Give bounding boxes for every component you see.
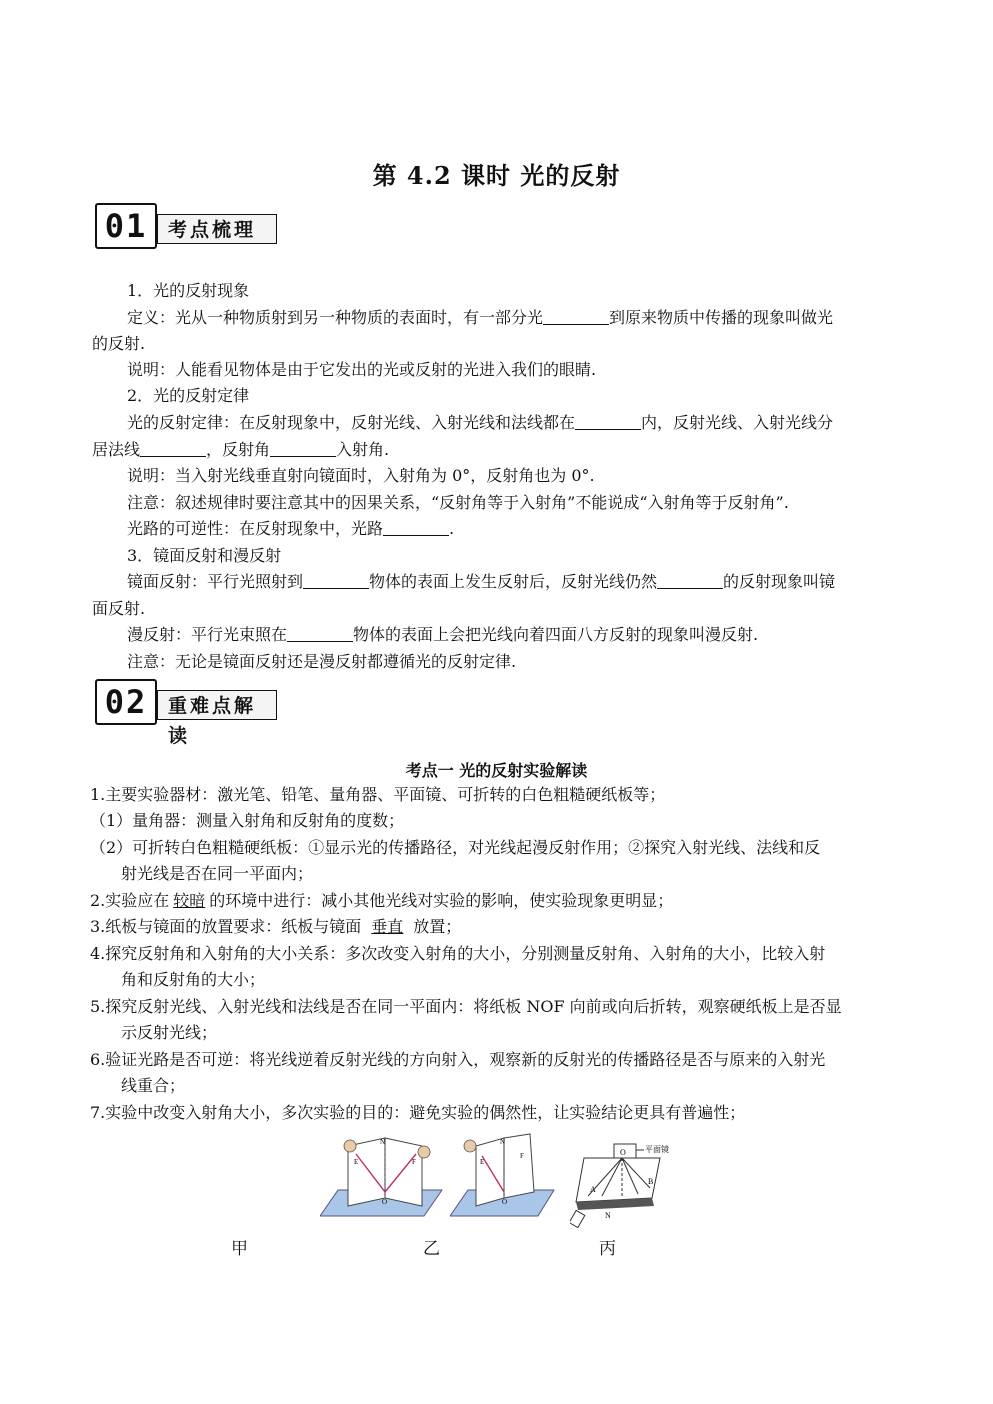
section-badge-01 [95, 203, 281, 247]
list-item: 1.主要实验器材：激光笔、铅笔、量角器、平面镜、可折转的白色粗糙硬纸板等； [90, 785, 666, 804]
law-line: 光的反射定律：在反射现象中，反射光线、入射光线和法线都在 内，反射光线、入射光线分 [127, 413, 834, 432]
list-item: 7.实验中改变入射角大小，多次实验的目的：避免实验的偶然性，让实验结论更具有普遍性； [90, 1103, 746, 1122]
figure-jia [320, 1132, 446, 1222]
list-item-cont: 示反射光线； [121, 1023, 218, 1042]
caption-bing: 丙 [599, 1239, 616, 1259]
list-item: 4.探究反射角和入射角的大小关系：多次改变入射角的大小，分别测量反射角、入射角的大小，比较入射 [90, 944, 826, 963]
label-o: O [502, 1198, 508, 1206]
caption-yi: 乙 [423, 1239, 440, 1259]
label-n: N [605, 1211, 611, 1220]
page-title: 第 4.2 课时 光的反射 [372, 161, 621, 190]
section-badge-02 [95, 679, 281, 747]
figure-yi [450, 1132, 556, 1222]
label-n: N [380, 1138, 386, 1146]
label-a: A [590, 1185, 596, 1194]
subsection-title: 考点一 光的反射实验解读 [405, 761, 588, 780]
heading-1: 1．光的反射现象 [127, 281, 250, 300]
list-item-cont: 线重合； [121, 1076, 186, 1095]
label-e: E [354, 1158, 359, 1166]
badge-label: 重难点解读 [155, 690, 277, 720]
blank-field [543, 306, 609, 325]
list-item: 2.实验应在 较暗 的环境中进行：减小其他光线对实验的影响，使实验现象更明显； [90, 891, 674, 910]
blank-field [303, 570, 369, 589]
diffuse-line: 漫反射：平行光束照在 物体的表面上会把光线向着四面八方反射的现象叫漫反射. [127, 625, 759, 644]
note-line: 注意：叙述规律时要注意其中的因果关系，“反射角等于入射角”不能说成“入射角等于反射角”. [127, 493, 789, 512]
list-item-cont: 角和反射角的大小； [121, 970, 266, 989]
heading-2: 2．光的反射定律 [127, 386, 250, 405]
law-line-2: 居法线 ，反射角 入射角. [92, 440, 390, 459]
answer-underline: 较暗 [173, 891, 206, 910]
caption-jia: 甲 [231, 1239, 248, 1259]
answer-underline: 垂直 [371, 917, 404, 936]
figure-bing [570, 1136, 680, 1228]
label-b: B [648, 1177, 654, 1186]
mirror-label: 平面镜 [645, 1145, 669, 1154]
blank-field [270, 438, 336, 457]
note-line: 说明：人能看见物体是由于它发出的光或反射的光进入我们的眼睛. [127, 360, 597, 379]
list-item: 6.验证光路是否可逆：将光线逆着反射光线的方向射入，观察新的反射光的传播路径是否与原来的入射光 [90, 1050, 826, 1069]
note-line: 说明：当入射光线垂直射向镜面时，入射角为 0°，反射角也为 0°. [127, 466, 595, 485]
list-item-cont: 射光线是否在同一平面内； [121, 864, 314, 883]
blank-field [140, 438, 206, 457]
list-item: 5.探究反射光线、入射光线和法线是否在同一平面内：将纸板 NOF 向前或向后折转，观察硬纸板上是否显 [90, 997, 842, 1016]
list-item: （1）量角器：测量入射角和反射角的度数； [90, 811, 405, 830]
label-f: F [520, 1152, 524, 1160]
blank-field [383, 517, 449, 536]
definition-line: 定义：光从一种物质射到另一种物质的表面时，有一部分光 到原来物质中传播的现象叫做光 [127, 308, 834, 327]
badge-label: 考点梳理 [155, 214, 277, 244]
list-item: 3.纸板与镜面的放置要求：纸板与镜面 垂直 放置； [90, 917, 462, 936]
definition-cont: 的反射. [92, 334, 146, 353]
blank-field [287, 623, 353, 642]
reversibility-line: 光路的可逆性：在反射现象中，光路 . [127, 519, 455, 538]
note-line: 注意：无论是镜面反射还是漫反射都遵循光的反射定律. [127, 652, 517, 671]
label-o: O [620, 1148, 626, 1157]
label-o: O [382, 1198, 388, 1206]
label-e: E [480, 1158, 485, 1166]
heading-3: 3．镜面反射和漫反射 [127, 546, 282, 565]
mirror-cont: 面反射. [92, 599, 146, 618]
mirror-line: 镜面反射：平行光照射到 物体的表面上发生反射后，反射光线仍然 的反射现象叫镜 [127, 572, 836, 591]
label-n: N [500, 1138, 506, 1146]
blank-field [657, 570, 723, 589]
badge-number: 02 [95, 679, 157, 725]
blank-field [575, 411, 641, 430]
label-f: F [412, 1158, 416, 1166]
badge-number: 01 [95, 203, 157, 249]
list-item: （2）可折转白色粗糙硬纸板：①显示光的传播路径，对光线起漫反射作用；②探究入射光线、法线和反 [90, 838, 821, 857]
